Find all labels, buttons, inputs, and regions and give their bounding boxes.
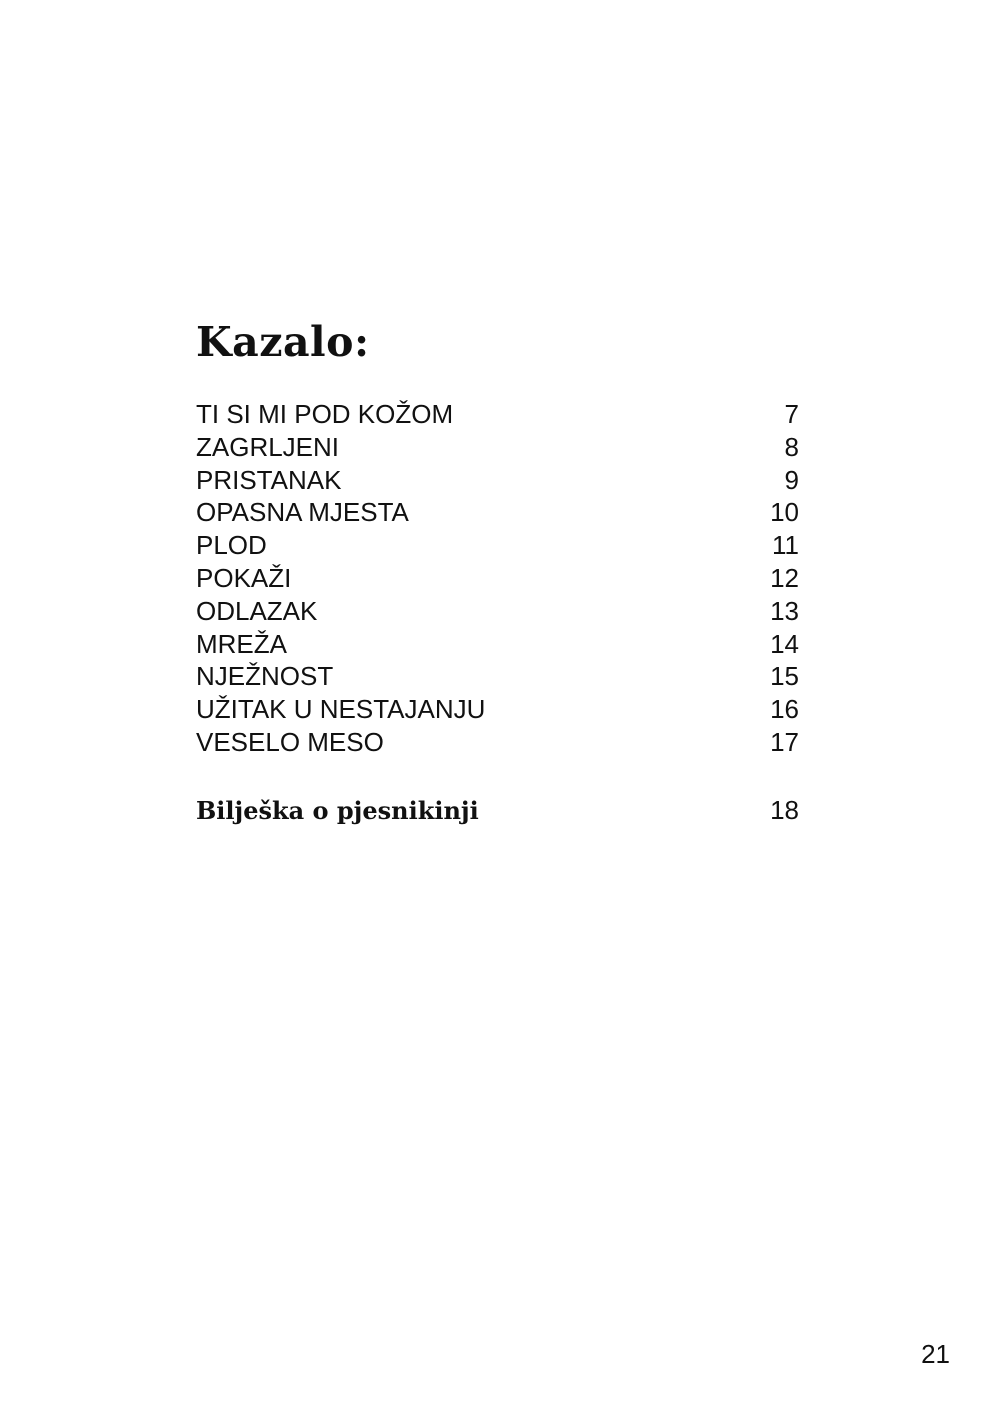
toc-entry-page: 7 [784, 399, 799, 429]
page-title: Kazalo: [196, 318, 370, 366]
toc-author-note-entry [196, 795, 799, 826]
toc-entry-page: 15 [770, 661, 799, 692]
toc-entry [196, 726, 799, 759]
page-number: 21 [921, 1339, 950, 1369]
toc-entry-page: 9 [784, 464, 799, 495]
toc-entry [196, 398, 799, 431]
toc-entry-title: NJEŽNOST [196, 661, 334, 692]
toc-entry [196, 496, 799, 529]
toc-entry-title: TI SI MI POD KOŽOM [196, 399, 454, 429]
toc-entry-title: VESELO MESO [196, 726, 384, 757]
toc-entry-title: OPASNA MJESTA [196, 497, 409, 528]
toc-entry-page: 11 [772, 530, 799, 561]
table-of-contents [196, 398, 799, 759]
toc-entry [196, 464, 799, 497]
toc-entry [196, 529, 799, 562]
toc-entry-page: 14 [770, 628, 799, 659]
toc-entry-title: ODLAZAK [196, 595, 318, 626]
toc-entry [196, 562, 799, 595]
toc-entry-page: 8 [784, 431, 799, 462]
toc-entry [196, 693, 799, 726]
toc-entry-title: POKAŽI [196, 562, 292, 593]
toc-entry-page: 17 [770, 726, 799, 757]
toc-entry-title: ZAGRLJENI [196, 431, 340, 462]
toc-entry [196, 660, 799, 693]
toc-author-note-title: Bilješka o pjesnikinji [196, 796, 479, 825]
toc-entry-page: 16 [770, 694, 799, 725]
toc-entry [196, 595, 799, 628]
toc-entry [196, 628, 799, 661]
toc-entry-title: UŽITAK U NESTAJANJU [196, 694, 486, 725]
toc-entry [196, 431, 799, 464]
toc-entry-page: 12 [770, 562, 799, 593]
toc-entry-title: PRISTANAK [196, 464, 342, 495]
toc-author-note-page: 18 [770, 795, 799, 825]
toc-entry-title: PLOD [196, 530, 267, 561]
toc-entry-page: 13 [770, 595, 799, 626]
toc-entry-title: MREŽA [196, 628, 287, 659]
toc-entry-page: 10 [770, 497, 799, 528]
